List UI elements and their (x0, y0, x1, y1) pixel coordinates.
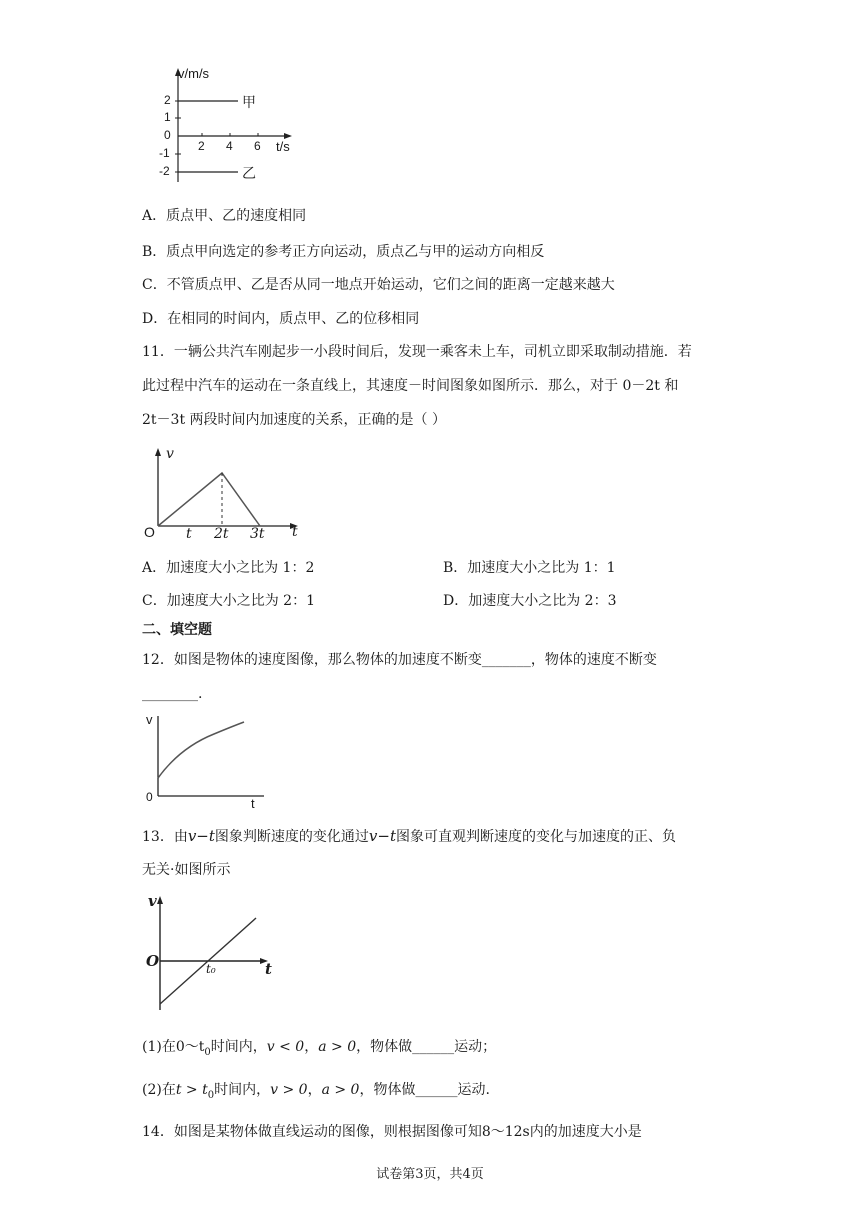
q13-text: ，物体做______运动； (356, 1039, 497, 1055)
q11-stem-line3: 2t－3t 两段时间内加速度的关系，正确的是（ ） (142, 412, 446, 428)
q10-x-axis-label: t/s (276, 139, 290, 154)
q10-ytick: -2 (159, 164, 170, 178)
jia-label: 甲 (242, 95, 256, 111)
q11-vt-graph (142, 446, 312, 546)
q13-subscript: 0 (207, 1089, 215, 1101)
q12-y-label: v (146, 712, 153, 727)
page-footer: 试卷第3页，共4页 (376, 1167, 484, 1182)
q13-condition: a > 0 (318, 1039, 357, 1055)
speed-curve (158, 473, 260, 526)
q11-option-c: C．加速度大小之比为 2：1 (142, 593, 315, 609)
q13-origin: O (146, 952, 160, 970)
q13-condition: a > 0 (321, 1082, 360, 1098)
q10-option-d: D．在相同的时间内，质点甲、乙的位移相同 (142, 311, 420, 327)
q10-ytick: 1 (164, 110, 171, 124)
q13-subscript: 0 (204, 1046, 211, 1058)
q10-ytick: 2 (164, 93, 171, 107)
q11-xtick: 2t (214, 526, 229, 542)
q13-text: 时间内， (214, 1082, 271, 1098)
q11-x-label: t (292, 524, 298, 540)
q13-text: 13．由 (142, 829, 188, 845)
q13-sub2 (142, 1080, 490, 1106)
q13-sub1-num: (1) (142, 1039, 162, 1055)
q13-text: 在0～t (161, 1039, 205, 1055)
section-title: 二、填空题 (142, 622, 212, 638)
q10-option-c: C．不管质点甲、乙是否从同一地点开始运动，它们之间的距离一定越来越大 (142, 277, 615, 293)
q11-option-a: A．加速度大小之比为 1：2 (142, 560, 315, 576)
q13-text: 图象判断速度的变化通过 (214, 829, 369, 845)
vt-symbol: v−t (187, 827, 215, 845)
q13-text: ，物体做______运动. (359, 1082, 490, 1098)
yi-label: 乙 (242, 166, 256, 182)
q13-text: 在 (161, 1082, 176, 1098)
q10-xtick: 6 (254, 139, 261, 153)
q11-origin: O (144, 524, 155, 540)
q13-condition: v > 0 (270, 1082, 308, 1098)
q13-text: ， (304, 1039, 319, 1055)
q13-text: 图象可直观判断速度的变化与加速度的正、负 (395, 829, 676, 845)
q10-vt-graph (150, 64, 310, 194)
q13-y-label: v (148, 892, 157, 910)
q12-origin: 0 (146, 790, 153, 804)
q13-t0-label: t₀ (206, 962, 216, 976)
q14-stem-line1: 14．如图是某物体做直线运动的图像，则根据图像可知8～12s内的加速度大小是 (142, 1124, 642, 1140)
q11-y-label: v (166, 446, 174, 462)
vt-symbol: v−t (368, 827, 396, 845)
q11-xtick: t (186, 526, 192, 542)
q10-xtick: 2 (198, 139, 205, 153)
q10-option-b: B．质点甲向选定的参考正方向运动，质点乙与甲的运动方向相反 (142, 244, 545, 260)
q10-ytick: 0 (164, 128, 171, 142)
q10-option-a: A．质点甲、乙的速度相同 (142, 208, 307, 224)
q13-x-label: t (265, 960, 272, 978)
q11-xtick: 3t (250, 526, 265, 542)
q13-stem-line1 (142, 826, 676, 847)
q10-y-axis-label: v/m/s (178, 66, 210, 81)
q11-option-b: B．加速度大小之比为 1：1 (443, 560, 616, 576)
q12-vt-graph (144, 712, 274, 810)
q10-xtick: 4 (226, 139, 233, 153)
q10-ytick: -1 (159, 146, 170, 160)
q13-vt-graph (142, 890, 282, 1020)
q13-text: ， (307, 1082, 322, 1098)
q12-stem-line1: 12．如图是物体的速度图像，那么物体的加速度不断变_______，物体的速度不断变 (142, 652, 657, 668)
q13-stem-line2: 无关·如图所示 (142, 862, 231, 878)
q13-text: 时间内， (210, 1039, 267, 1055)
q11-stem-line1: 11．一辆公共汽车刚起步一小段时间后，发现一乘客未上车，司机立即采取制动措施．若 (142, 344, 692, 360)
q11-option-d: D．加速度大小之比为 2：3 (443, 593, 617, 609)
q13-sub1 (142, 1037, 496, 1063)
q13-condition: t > t (175, 1082, 208, 1098)
q13-condition: v < 0 (266, 1039, 305, 1055)
q11-stem-line2: 此过程中汽车的运动在一条直线上，其速度－时间图象如图所示．那么，对于 0－2t 和 (142, 378, 679, 394)
q13-sub2-num: (2) (142, 1082, 162, 1098)
q12-x-label: t (251, 796, 255, 811)
speed-curve (158, 722, 244, 778)
q12-stem-line2: ________. (142, 686, 203, 702)
